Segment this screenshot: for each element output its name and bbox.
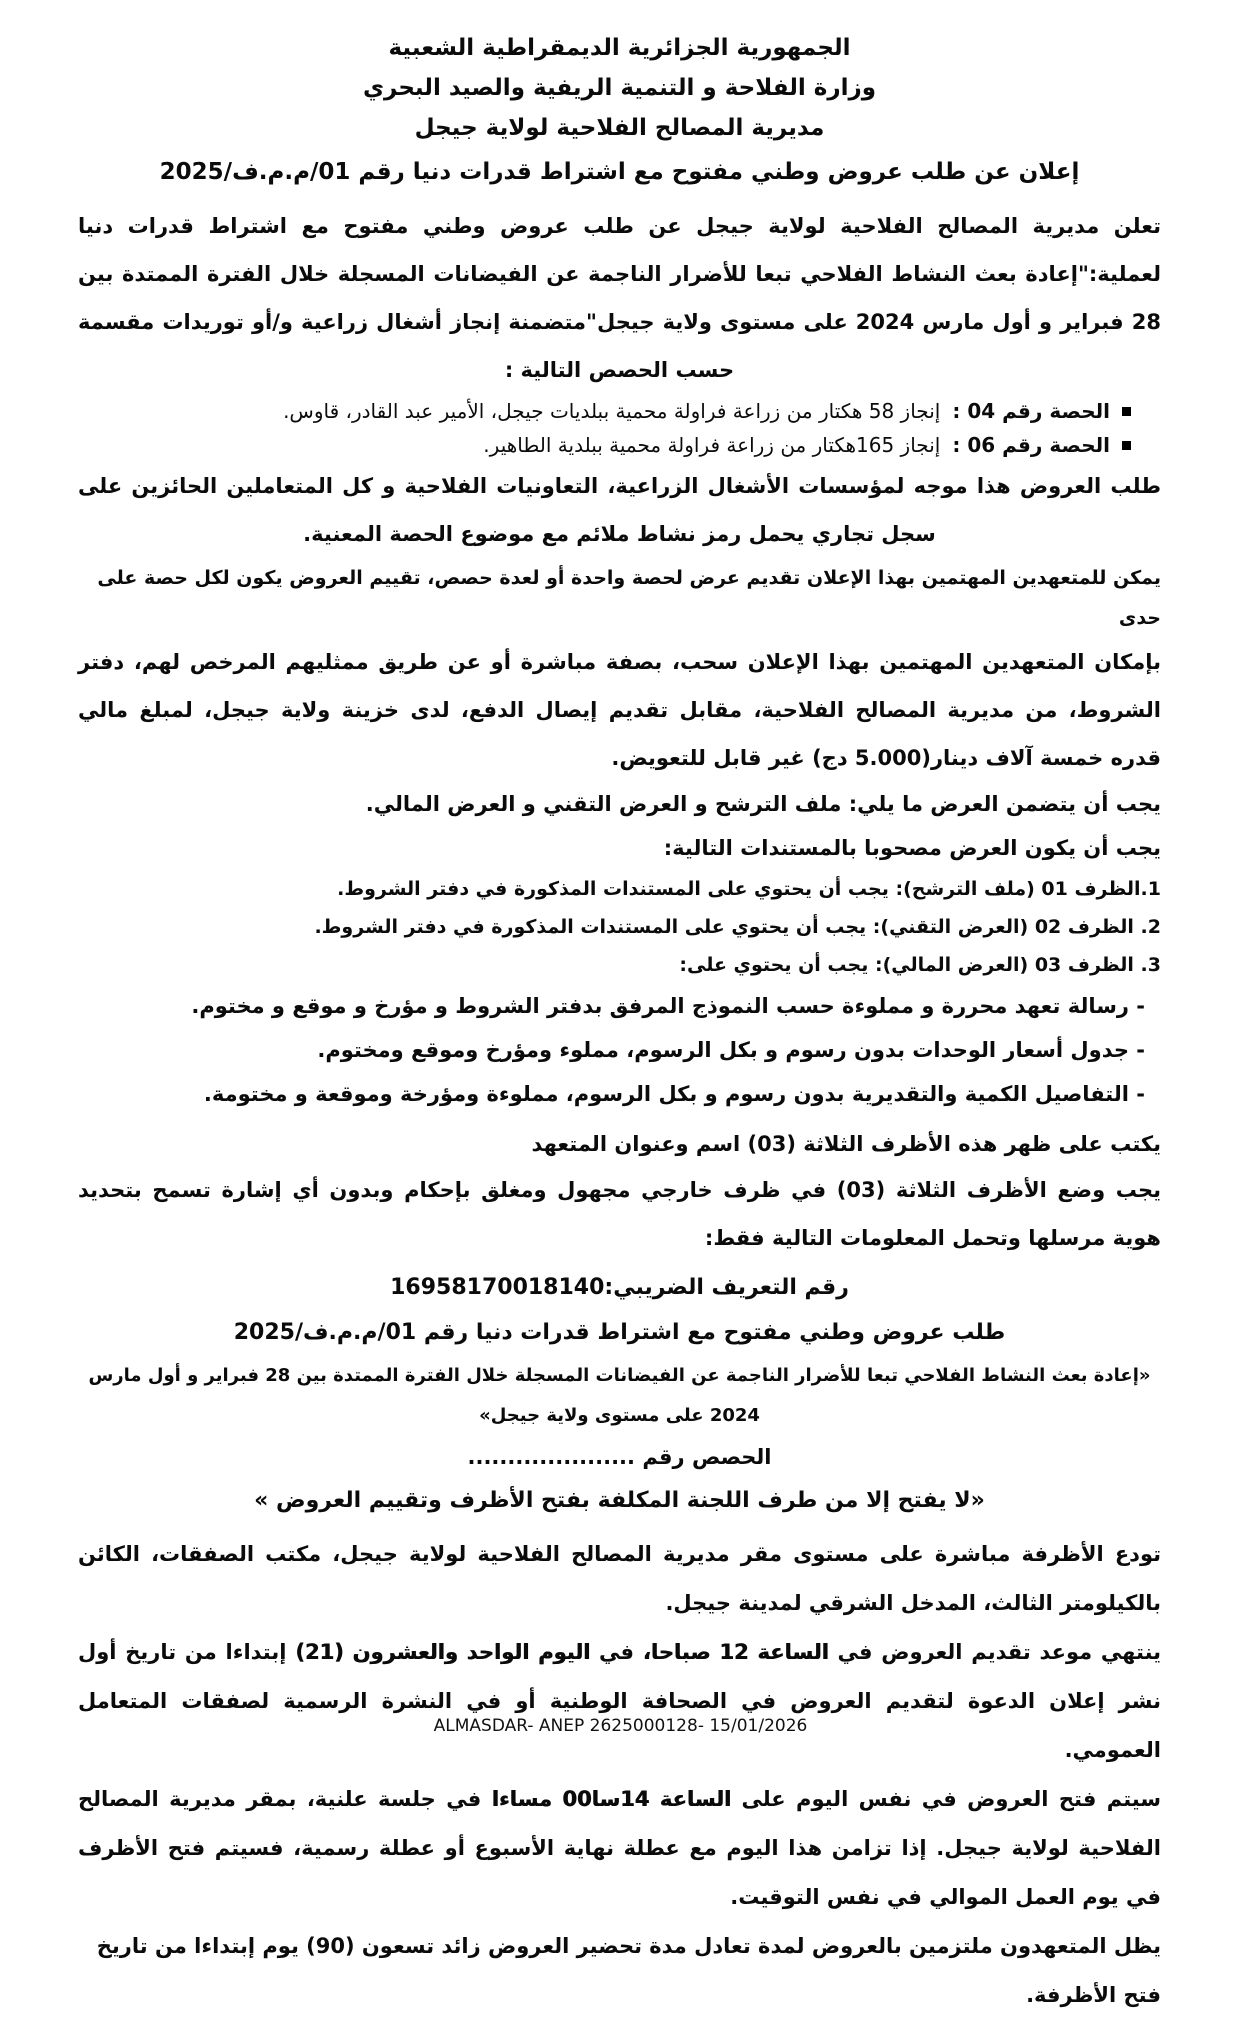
envelope-03-line: 3. الظرف 03 (العرض المالي): يجب أن يحتوي على: (679, 954, 1161, 976)
lot-04-label: الحصة رقم 04 : (952, 399, 1110, 423)
lot-06-text: إنجاز 165هكتار من زراعة فراولة محمية ببلدية الطاهير. (483, 433, 941, 457)
opening-part-3: في جلسة علنية، بمقر مديرية المصالح الفلاحية لولاية جيجل. إذا تزامن هذا اليوم مع عطلة نهاية الأسبوع أو عطلة رسمية، فسيتم فتح الأظرف في يوم العمل الموالي في نفس التوقيت. (78, 1787, 1161, 1909)
opening-paragraph (78, 1775, 1161, 1922)
announcement-title: إعلان عن طلب عروض وطني مفتوح مع اشتراط قدرات دنيا رقم 01/م.م.ف/2025 (159, 159, 1080, 185)
lot-item-06 (78, 428, 1161, 462)
financial-item-unit-prices: - جدول أسعار الوحدات بدون رسوم و بكل الرسوم، مملوء ومؤرخ وموقع ومختوم. (317, 1038, 1145, 1062)
financial-item-commitment-letter: - رسالة تعهد محررة و مملوءة حسب النموذج المرفق بدفتر الشروط و مؤرخ و موقع و مختوم. (191, 994, 1145, 1018)
lot-06-label: الحصة رقم 06 : (952, 433, 1110, 457)
withdraw-paragraph: بإمكان المتعهدين المهتمين بهذا الإعلان سحب، بصفة مباشرة أو عن طريق ممثليهم المرخص لهم، دفتر الشروط، من مديرية المصالح الفلاحية، مقابل تقديم إيصال الدفع، لدى خزينة ولاية جيجل، لمبلغ مالي قدره خمسة آلاف دينار(5.000 دج) غير قابل للتعويض. (78, 650, 1161, 770)
lot-item-04 (78, 394, 1161, 428)
deadline-day: اليوم الواحد والعشرون (21) (295, 1640, 591, 1664)
addressed-paragraph: طلب العروض هذا موجه لمؤسسات الأشغال الزراعية، التعاونيات الفلاحية و كل المتعاملين الحائزين على سجل تجاري يحمل رمز نشاط ملائم مع موضوع الحصة المعنية. (78, 474, 1161, 546)
opening-time: الساعة 14سا00 مساءا (491, 1787, 732, 1811)
validity-paragraph: يظل المتعهدون ملتزمين بالعروض لمدة تعادل مدة تحضير العروض زائد تسعون (90) يوم إبتداءا من تاريخ فتح الأظرفة. (96, 1934, 1161, 2007)
envelope-02-line: 2. الظرف 02 (العرض التقني): يجب أن يحتوي على المستندات المذكورة في دفتر الشروط. (314, 916, 1161, 938)
tender-reference-line: طلب عروض وطني مفتوح مع اشتراط قدرات دنيا رقم 01/م.م.ف/2025 (233, 1320, 1006, 1345)
deposit-paragraph: تودع الأظرفة مباشرة على مستوى مقر مديرية المصالح الفلاحية لولاية جيجل، مكتب الصفقات، الكائن بالكيلومتر الثالث، المدخل الشرقي لمدينة جيجل. (78, 1542, 1161, 1615)
intro-paragraph: تعلن مديرية المصالح الفلاحية لولاية جيجل عن طلب عروض وطني مفتوح مع اشتراط قدرات دنيا لعملية:"إعادة بعث النشاط الفلاحي تبعا للأضرار الناجمة عن الفيضانات المسجلة خلال الفترة الممتدة بين 28 فبراير و أول مارس 2024 على مستوى ولاية جيجل"متضمنة إنجاز أشغال زراعية و/أو توريدات مقسمة حسب الحصص التالية : (78, 214, 1161, 382)
deadline-paragraph (78, 1628, 1161, 1775)
bullet-square-icon (1122, 407, 1131, 416)
offer-content-line: يجب أن يتضمن العرض ما يلي: ملف الترشح و العرض التقني و العرض المالي. (365, 792, 1161, 816)
directorate-header: مديرية المصالح الفلاحية لولاية جيجل (414, 115, 825, 141)
envelopes-back-note: يكتب على ظهر هذه الأظرف الثلاثة (03) اسم وعنوان المتعهد (531, 1132, 1161, 1156)
deadline-part-3: في (590, 1640, 643, 1664)
operation-title-line: «إعادة بعث النشاط الفلاحي تبعا للأضرار الناجمة عن الفيضانات المسجلة خلال الفترة الممتدة بين 28 فبراير و أول مارس 2024 على مستوى ولاية جيجل» (88, 1365, 1151, 1426)
republic-header: الجمهورية الجزائرية الديمقراطية الشعبية (388, 35, 851, 61)
opening-part-1: سيتم فتح العروض في نفس اليوم على (731, 1787, 1161, 1811)
lot-04-text: إنجاز 58 هكتار من زراعة فراولة محمية ببلديات جيجل، الأمير عبد القادر، قاوس. (283, 399, 941, 423)
ministry-header: وزارة الفلاحة و التنمية الريفية والصيد البحري (362, 75, 877, 101)
lots-number-line: الحصص رقم ..................... (467, 1445, 772, 1469)
single-offer-note: يمكن للمتعهدين المهتمين بهذا الإعلان تقديم عرض لحصة واحدة أو لعدة حصص، تقييم العروض يكون لكل حصة على حدى (97, 567, 1161, 629)
anep-footer: ALMASDAR- ANEP 2625000128- 15/01/2026 (433, 1716, 808, 1736)
do-not-open-warning: «لا يفتح إلا من طرف اللجنة المكلفة بفتح الأظرف وتقييم العروض » (254, 1488, 985, 1513)
financial-item-quantities: - التفاصيل الكمية والتقديرية بدون رسوم و بكل الرسوم، مملوءة ومؤرخة وموقعة و مختومة. (203, 1082, 1145, 1106)
outer-envelope-paragraph: يجب وضع الأظرف الثلاثة (03) في ظرف خارجي مجهول ومغلق بإحكام وبدون أي إشارة تسمح بتحديد هوية مرسلها وتحمل المعلومات التالية فقط: (78, 1178, 1162, 1250)
envelope-01-line: 1.الظرف 01 (ملف الترشح): يجب أن يحتوي على المستندات المذكورة في دفتر الشروط. (337, 878, 1161, 900)
bullet-square-icon (1122, 441, 1131, 450)
deadline-part-5: إبتداءا من تاريخ أول نشر إعلان الدعوة لتقديم العروض في الصحافة الوطنية أو في النشرة الرسمية لصفقات المتعامل العمومي. (78, 1640, 1161, 1762)
tax-id-line: رقم التعريف الضريبي:16958170018140 (390, 1275, 849, 1300)
deadline-part-1: ينتهي موعد تقديم العروض في (828, 1640, 1162, 1664)
documents-intro-line: يجب أن يكون العرض مصحوبا بالمستندات التالية: (663, 836, 1161, 860)
deadline-time: الساعة 12 صباحا، (642, 1640, 829, 1664)
